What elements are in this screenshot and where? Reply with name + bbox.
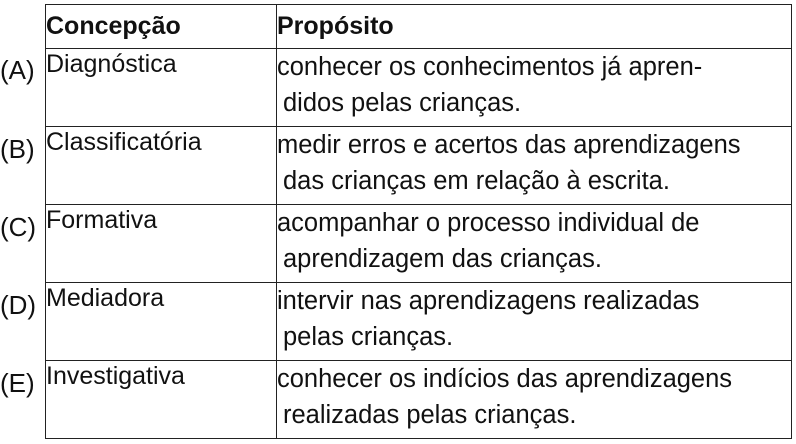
purpose-line: didos pelas crianças. (283, 89, 522, 117)
header-concept: Concepção (46, 5, 277, 49)
purpose-line: medir erros e acertos das aprendizagens (277, 131, 741, 159)
purpose-line: pelas crianças. (283, 323, 454, 351)
table-header-row (46, 5, 792, 49)
purpose-line: aprendizagem das crianças. (283, 245, 602, 273)
concept-cell: Mediadora (46, 283, 277, 361)
concept-cell: Formativa (46, 205, 277, 283)
concept-cell: Classificatória (46, 127, 277, 205)
concept-cell: Diagnóstica (46, 49, 277, 127)
table-row (46, 361, 792, 439)
option-label-e: (E) (0, 368, 35, 398)
purpose-cell (277, 205, 792, 283)
table-row (46, 127, 792, 205)
concept-purpose-table (45, 4, 792, 439)
table-row (46, 205, 792, 283)
purpose-line: acompanhar o processo individual de (277, 209, 700, 237)
purpose-line: conhecer os conhecimentos já apren- (277, 53, 703, 81)
option-label-d: (D) (0, 290, 37, 320)
header-purpose: Propósito (277, 5, 792, 49)
purpose-cell (277, 127, 792, 205)
purpose-cell (277, 361, 792, 439)
purpose-line: das crianças em relação à escrita. (283, 167, 670, 195)
purpose-line: conhecer os indícios das aprendizagens (277, 365, 733, 393)
option-label-b: (B) (0, 134, 35, 164)
option-label-a: (A) (0, 55, 35, 85)
purpose-cell (277, 283, 792, 361)
purpose-line: intervir nas aprendizagens realizadas (277, 287, 700, 315)
purpose-line: realizadas pelas crianças. (283, 401, 577, 429)
option-label-c: (C) (0, 212, 37, 242)
table-row (46, 283, 792, 361)
table-row (46, 49, 792, 127)
purpose-cell (277, 49, 792, 127)
concept-cell: Investigativa (46, 361, 277, 439)
